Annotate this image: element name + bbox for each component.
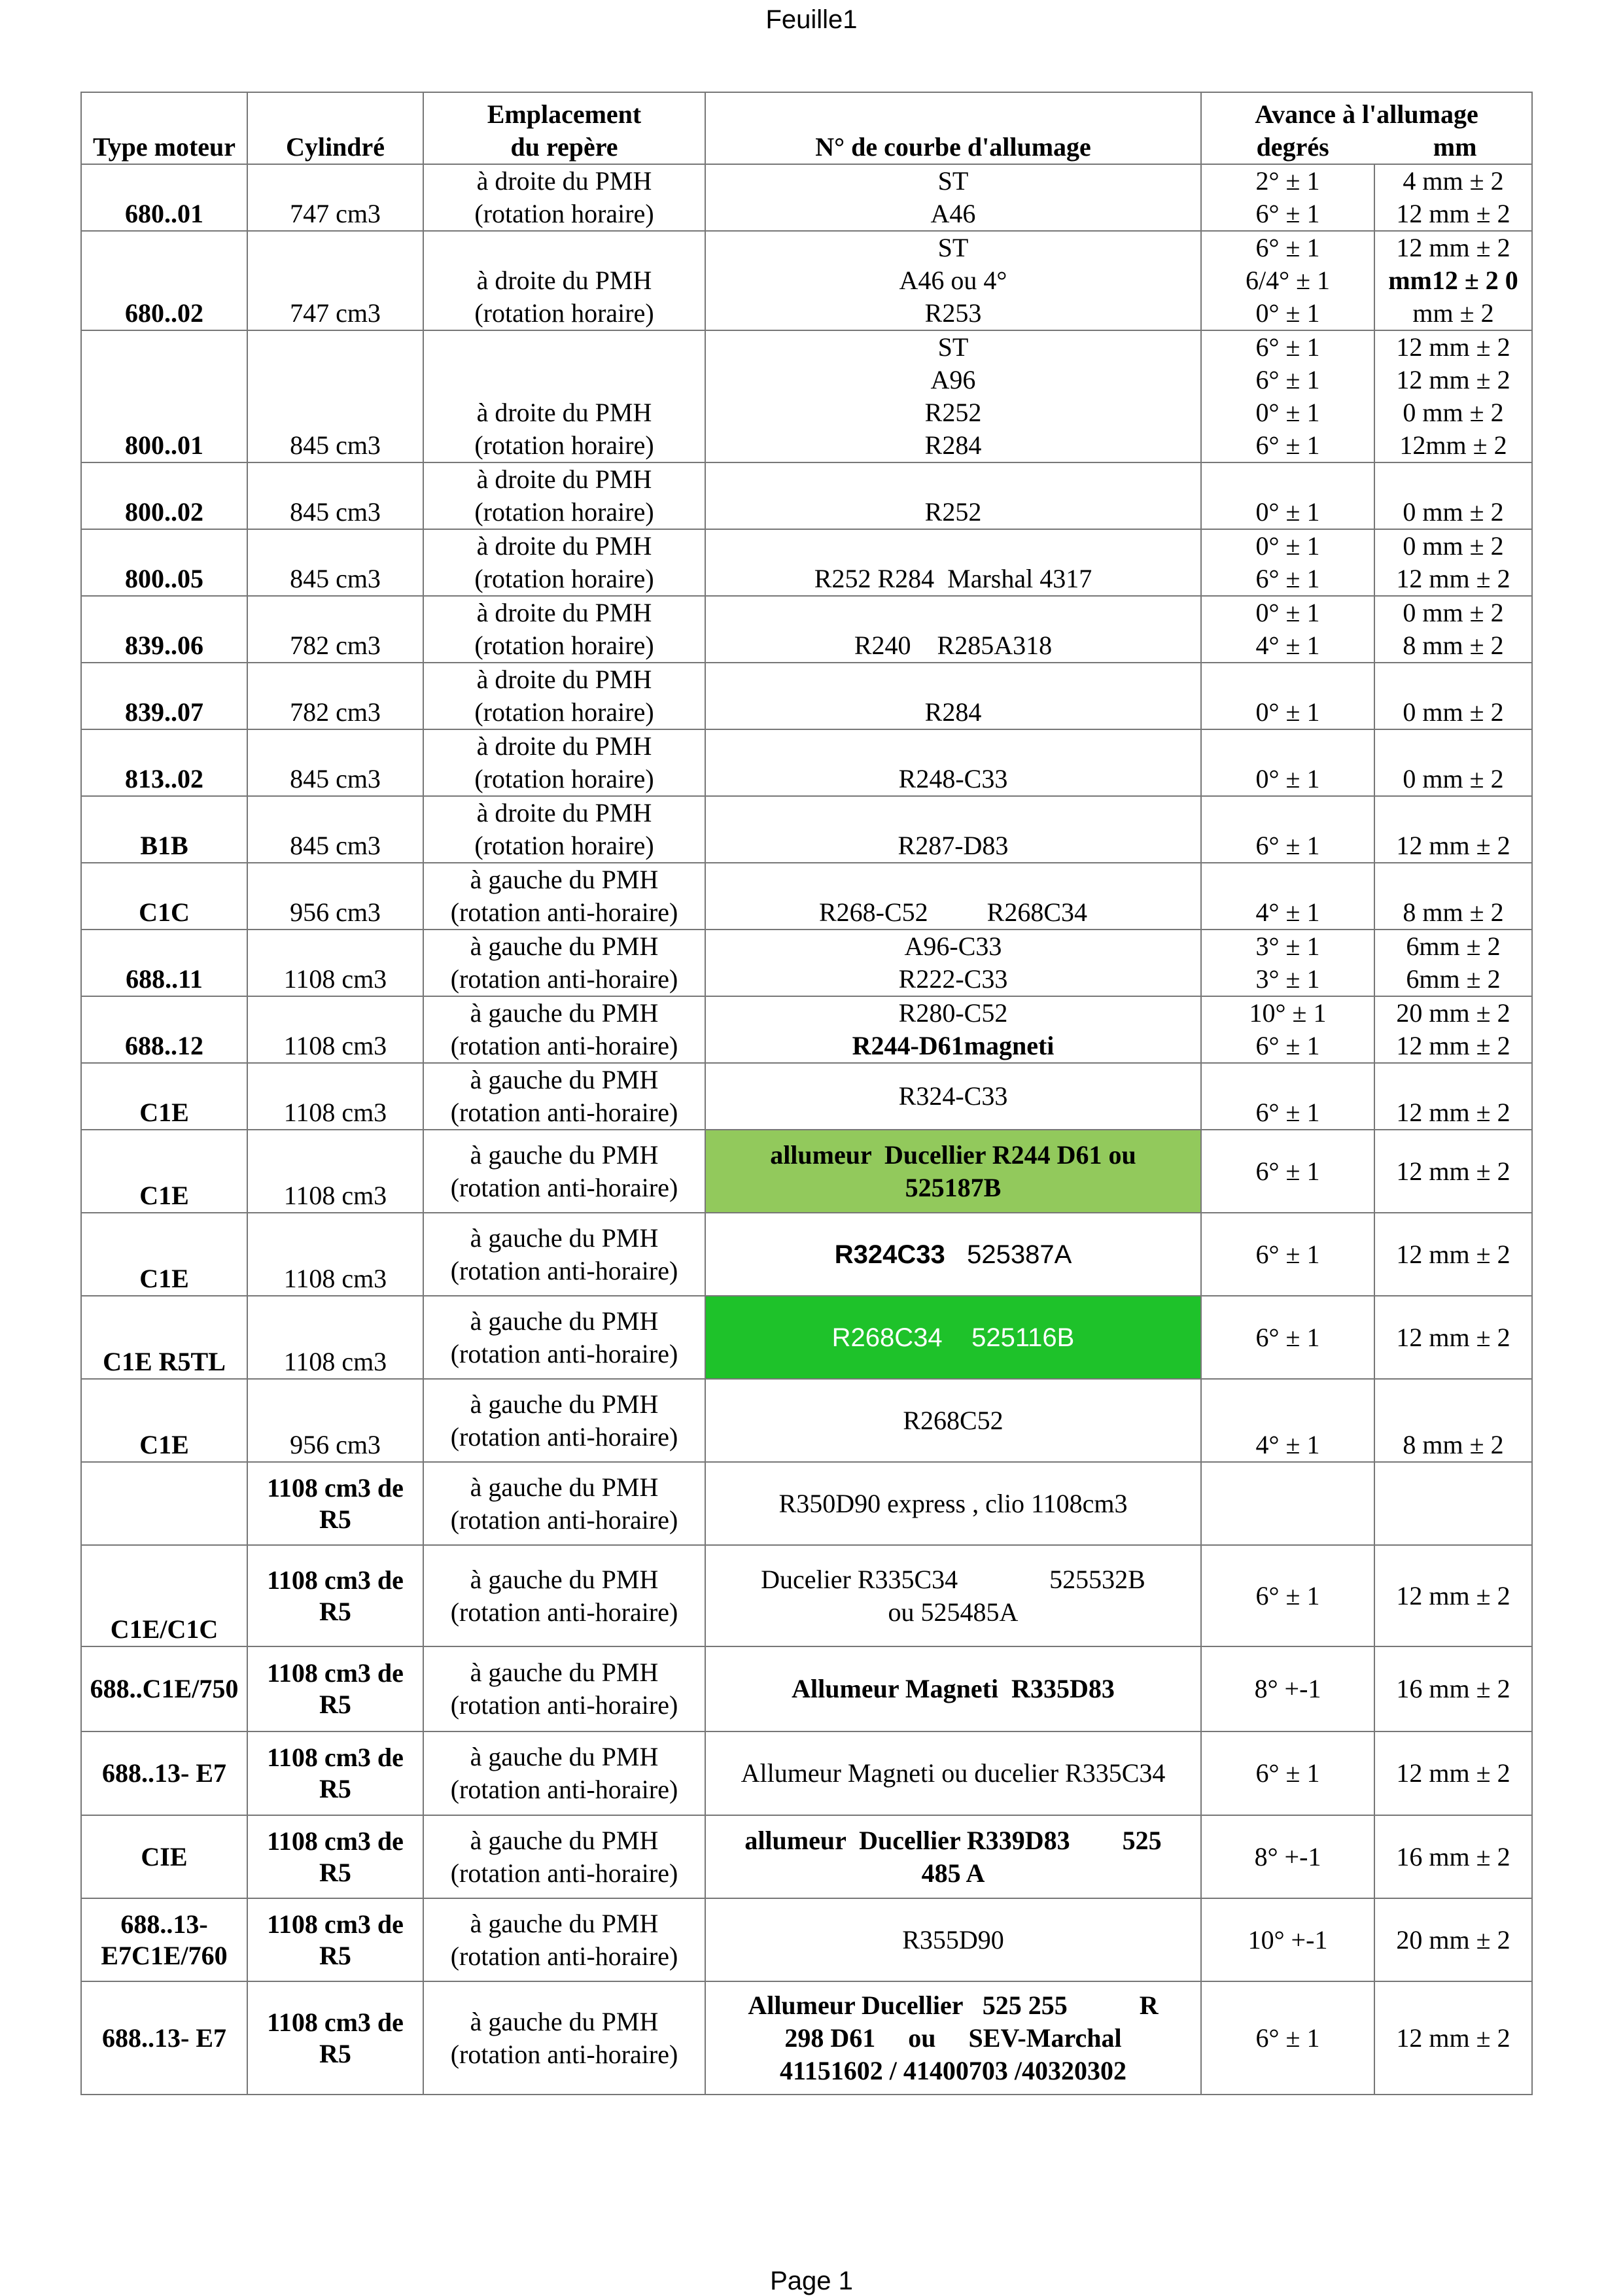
mm-cell: 0 mm ± 2 bbox=[1374, 462, 1532, 529]
type-cell: C1E bbox=[81, 1130, 247, 1213]
degres-cell: 8° +-1 bbox=[1201, 1815, 1374, 1898]
cylindre-cell: 1108 cm3 bbox=[247, 1213, 423, 1296]
table-row bbox=[81, 1130, 1532, 1213]
location-cell: à gauche du PMH (rotation anti-horaire) bbox=[423, 1545, 705, 1646]
location-cell: à gauche du PMH (rotation anti-horaire) bbox=[423, 1646, 705, 1731]
location-cell: à droite du PMH (rotation horaire) bbox=[423, 330, 705, 462]
cylindre-cell: 1108 cm3 de R5 bbox=[247, 1731, 423, 1815]
type-cell: C1E bbox=[81, 1213, 247, 1296]
curve-cell: Allumeur Magneti ou ducelier R335C34 bbox=[705, 1731, 1201, 1815]
degres-cell: 6° ± 1 6/4° ± 1 0° ± 1 bbox=[1201, 231, 1374, 330]
curve-cell-highlighted: allumeur Ducellier R244 D61 ou 525187B bbox=[705, 1130, 1201, 1213]
curve-cell: R268-C52 R268C34 bbox=[705, 863, 1201, 930]
location-cell: à gauche du PMH (rotation anti-horaire) bbox=[423, 1731, 705, 1815]
cylindre-cell: 747 cm3 bbox=[247, 164, 423, 231]
mm-cell: 0 mm ± 2 8 mm ± 2 bbox=[1374, 596, 1532, 663]
location-cell: à droite du PMH (rotation horaire) bbox=[423, 729, 705, 796]
cylindre-cell: 1108 cm3 bbox=[247, 1130, 423, 1213]
degres-cell: 6° ± 1 bbox=[1201, 1981, 1374, 2095]
location-cell: à gauche du PMH (rotation anti-horaire) bbox=[423, 1898, 705, 1981]
header-cylindre: Cylindré bbox=[247, 92, 423, 164]
degres-cell: 8° +-1 bbox=[1201, 1646, 1374, 1731]
degres-cell: 3° ± 1 3° ± 1 bbox=[1201, 930, 1374, 996]
type-cell: 680..01 bbox=[81, 164, 247, 231]
table-row bbox=[81, 1545, 1532, 1646]
page-header: Feuille1 bbox=[765, 5, 858, 34]
degres-cell: 6° ± 1 bbox=[1201, 1130, 1374, 1213]
mm-cell: 0 mm ± 2 bbox=[1374, 663, 1532, 729]
table-row bbox=[81, 529, 1532, 596]
location-cell: à gauche du PMH (rotation anti-horaire) bbox=[423, 1815, 705, 1898]
type-cell: B1B bbox=[81, 796, 247, 863]
header-curve: N° de courbe d'allumage bbox=[705, 92, 1201, 164]
degres-cell: 10° +-1 bbox=[1201, 1898, 1374, 1981]
type-cell: 688..C1E/750 bbox=[81, 1646, 247, 1731]
table-row bbox=[81, 231, 1532, 330]
table-row bbox=[81, 1379, 1532, 1462]
table-row bbox=[81, 930, 1532, 996]
mm-cell: 8 mm ± 2 bbox=[1374, 863, 1532, 930]
degres-cell: 0° ± 1 bbox=[1201, 462, 1374, 529]
cylindre-cell: 782 cm3 bbox=[247, 596, 423, 663]
degres-cell: 0° ± 1 bbox=[1201, 663, 1374, 729]
cylindre-cell: 1108 cm3 de R5 bbox=[247, 1462, 423, 1545]
cylindre-cell: 1108 cm3 bbox=[247, 1296, 423, 1379]
cylindre-cell: 845 cm3 bbox=[247, 796, 423, 863]
curve-cell: R252 R284 Marshal 4317 bbox=[705, 529, 1201, 596]
curve-cell: A96-C33 R222-C33 bbox=[705, 930, 1201, 996]
mm-cell: 12 mm ± 2 mm12 ± 2 0 mm ± 2 bbox=[1374, 231, 1532, 330]
degres-cell bbox=[1201, 1462, 1374, 1545]
degres-cell: 0° ± 1 4° ± 1 bbox=[1201, 596, 1374, 663]
curve-cell: ST A46 bbox=[705, 164, 1201, 231]
header-type: Type moteur bbox=[81, 92, 247, 164]
location-cell: à gauche du PMH (rotation anti-horaire) bbox=[423, 863, 705, 930]
type-cell: 800..05 bbox=[81, 529, 247, 596]
table-row bbox=[81, 1898, 1532, 1981]
mm-cell: 12 mm ± 2 bbox=[1374, 1731, 1532, 1815]
location-cell: à gauche du PMH (rotation anti-horaire) bbox=[423, 996, 705, 1063]
type-cell bbox=[81, 1462, 247, 1545]
type-cell: C1C bbox=[81, 863, 247, 930]
cylindre-cell: 845 cm3 bbox=[247, 529, 423, 596]
header-avance-title: Avance à l'allumage bbox=[1255, 99, 1478, 129]
cylindre-cell: 1108 cm3 de R5 bbox=[247, 1898, 423, 1981]
curve-cell: ST A46 ou 4° R253 bbox=[705, 231, 1201, 330]
type-cell: 680..02 bbox=[81, 231, 247, 330]
location-cell: à gauche du PMH (rotation anti-horaire) bbox=[423, 1981, 705, 2095]
type-cell: 688..11 bbox=[81, 930, 247, 996]
table-row bbox=[81, 1213, 1532, 1296]
type-cell: 688..13- E7 bbox=[81, 1731, 247, 1815]
type-cell: C1E bbox=[81, 1063, 247, 1130]
mm-cell: 12 mm ± 2 bbox=[1374, 796, 1532, 863]
mm-cell: 12 mm ± 2 bbox=[1374, 1296, 1532, 1379]
mm-cell: 12 mm ± 2 bbox=[1374, 1213, 1532, 1296]
curve-cell: Allumeur Magneti R335D83 bbox=[705, 1646, 1201, 1731]
cylindre-cell: 1108 cm3 de R5 bbox=[247, 1646, 423, 1731]
location-cell: à gauche du PMH (rotation anti-horaire) bbox=[423, 1063, 705, 1130]
cylindre-cell: 747 cm3 bbox=[247, 231, 423, 330]
degres-cell: 0° ± 1 6° ± 1 bbox=[1201, 529, 1374, 596]
location-cell: à gauche du PMH (rotation anti-horaire) bbox=[423, 930, 705, 996]
mm-cell bbox=[1374, 1462, 1532, 1545]
mm-cell: 8 mm ± 2 bbox=[1374, 1379, 1532, 1462]
mm-cell: 0 mm ± 2 bbox=[1374, 729, 1532, 796]
curve-cell: R355D90 bbox=[705, 1898, 1201, 1981]
cylindre-cell: 1108 cm3 bbox=[247, 1063, 423, 1130]
degres-cell: 4° ± 1 bbox=[1201, 1379, 1374, 1462]
table-row bbox=[81, 1296, 1532, 1379]
degres-cell: 6° ± 1 bbox=[1201, 1731, 1374, 1815]
header-row bbox=[81, 92, 1532, 164]
table-row bbox=[81, 1063, 1532, 1130]
table-row bbox=[81, 164, 1532, 231]
mm-cell: 12 mm ± 2 bbox=[1374, 1130, 1532, 1213]
curve-cell-highlighted: R268C34 525116B bbox=[705, 1296, 1201, 1379]
curve-cell: R350D90 express , clio 1108cm3 bbox=[705, 1462, 1201, 1545]
ignition-table bbox=[80, 92, 1533, 2095]
curve-cell: ST A96 R252 R284 bbox=[705, 330, 1201, 462]
location-cell: à gauche du PMH (rotation anti-horaire) bbox=[423, 1213, 705, 1296]
location-cell: à gauche du PMH (rotation anti-horaire) bbox=[423, 1379, 705, 1462]
type-cell: 839..07 bbox=[81, 663, 247, 729]
table-row bbox=[81, 330, 1532, 462]
degres-cell: 4° ± 1 bbox=[1201, 863, 1374, 930]
curve-cell: R287-D83 bbox=[705, 796, 1201, 863]
cylindre-cell: 845 cm3 bbox=[247, 330, 423, 462]
type-cell: CIE bbox=[81, 1815, 247, 1898]
degres-cell: 6° ± 1 bbox=[1201, 1213, 1374, 1296]
location-cell: à droite du PMH (rotation horaire) bbox=[423, 164, 705, 231]
mm-cell: 6mm ± 2 6mm ± 2 bbox=[1374, 930, 1532, 996]
curve-cell: Allumeur Ducellier 525 255 R 298 D61 ou SEV-Marchal 41151602 / 41400703 /40320302 bbox=[705, 1981, 1201, 2095]
curve-cell: R280-C52 R244-D61magneti bbox=[705, 996, 1201, 1063]
curve-cell: R324-C33 bbox=[705, 1063, 1201, 1130]
location-cell: à droite du PMH (rotation horaire) bbox=[423, 596, 705, 663]
mm-cell: 0 mm ± 2 12 mm ± 2 bbox=[1374, 529, 1532, 596]
type-cell: 813..02 bbox=[81, 729, 247, 796]
type-cell: C1E R5TL bbox=[81, 1296, 247, 1379]
type-cell: 688..12 bbox=[81, 996, 247, 1063]
degres-cell: 6° ± 1 bbox=[1201, 1063, 1374, 1130]
type-cell: 688..13- E7 bbox=[81, 1981, 247, 2095]
type-cell: 688..13- E7C1E/760 bbox=[81, 1898, 247, 1981]
mm-cell: 4 mm ± 2 12 mm ± 2 bbox=[1374, 164, 1532, 231]
mm-cell: 12 mm ± 2 12 mm ± 2 0 mm ± 2 12mm ± 2 bbox=[1374, 330, 1532, 462]
table-row bbox=[81, 663, 1532, 729]
degres-cell: 6° ± 1 bbox=[1201, 1296, 1374, 1379]
curve-cell: R324C33 525387A bbox=[705, 1213, 1201, 1296]
curve-cell: R240 R285A318 bbox=[705, 596, 1201, 663]
cylindre-cell: 782 cm3 bbox=[247, 663, 423, 729]
location-cell: à droite du PMH (rotation horaire) bbox=[423, 796, 705, 863]
degres-cell: 6° ± 1 bbox=[1201, 796, 1374, 863]
location-cell: à droite du PMH (rotation horaire) bbox=[423, 462, 705, 529]
location-cell: à gauche du PMH (rotation anti-horaire) bbox=[423, 1130, 705, 1213]
table-row bbox=[81, 729, 1532, 796]
degres-cell: 2° ± 1 6° ± 1 bbox=[1201, 164, 1374, 231]
header-avance bbox=[1201, 92, 1532, 164]
location-cell: à droite du PMH (rotation horaire) bbox=[423, 231, 705, 330]
cylindre-cell: 845 cm3 bbox=[247, 462, 423, 529]
cylindre-cell: 1108 cm3 de R5 bbox=[247, 1545, 423, 1646]
mm-cell: 12 mm ± 2 bbox=[1374, 1545, 1532, 1646]
type-cell: C1E/C1C bbox=[81, 1545, 247, 1646]
degres-cell: 6° ± 1 6° ± 1 0° ± 1 6° ± 1 bbox=[1201, 330, 1374, 462]
cylindre-cell: 1108 cm3 de R5 bbox=[247, 1981, 423, 2095]
mm-cell: 16 mm ± 2 bbox=[1374, 1815, 1532, 1898]
location-cell: à gauche du PMH (rotation anti-horaire) bbox=[423, 1296, 705, 1379]
type-cell: 839..06 bbox=[81, 596, 247, 663]
cylindre-cell: 1108 cm3 de R5 bbox=[247, 1815, 423, 1898]
type-cell: C1E bbox=[81, 1379, 247, 1462]
cylindre-cell: 1108 cm3 bbox=[247, 996, 423, 1063]
mm-cell: 12 mm ± 2 bbox=[1374, 1063, 1532, 1130]
cylindre-cell: 1108 cm3 bbox=[247, 930, 423, 996]
cylindre-cell: 956 cm3 bbox=[247, 863, 423, 930]
mm-cell: 16 mm ± 2 bbox=[1374, 1646, 1532, 1731]
curve-cell: allumeur Ducellier R339D83 525 485 A bbox=[705, 1815, 1201, 1898]
header-location: Emplacement du repère bbox=[423, 92, 705, 164]
mm-cell: 20 mm ± 2 12 mm ± 2 bbox=[1374, 996, 1532, 1063]
curve-cell: R268C52 bbox=[705, 1379, 1201, 1462]
header-mm: mm bbox=[1433, 132, 1477, 162]
table-row bbox=[81, 996, 1532, 1063]
type-cell: 800..01 bbox=[81, 330, 247, 462]
curve-cell: Ducelier R335C34 525532B ou 525485A bbox=[705, 1545, 1201, 1646]
cylindre-cell: 845 cm3 bbox=[247, 729, 423, 796]
table-row bbox=[81, 462, 1532, 529]
table-row bbox=[81, 1981, 1532, 2095]
curve-cell: R284 bbox=[705, 663, 1201, 729]
cylindre-cell: 956 cm3 bbox=[247, 1379, 423, 1462]
curve-cell: R252 bbox=[705, 462, 1201, 529]
location-cell: à droite du PMH (rotation horaire) bbox=[423, 529, 705, 596]
table-row bbox=[81, 796, 1532, 863]
location-cell: à droite du PMH (rotation horaire) bbox=[423, 663, 705, 729]
page-footer: Page 1 bbox=[770, 2267, 853, 2295]
degres-cell: 0° ± 1 bbox=[1201, 729, 1374, 796]
table-row bbox=[81, 596, 1532, 663]
curve-cell: R248-C33 bbox=[705, 729, 1201, 796]
table-row bbox=[81, 1731, 1532, 1815]
table-row bbox=[81, 1815, 1532, 1898]
table-row bbox=[81, 1646, 1532, 1731]
table-row bbox=[81, 1462, 1532, 1545]
degres-cell: 6° ± 1 bbox=[1201, 1545, 1374, 1646]
location-cell: à gauche du PMH (rotation anti-horaire) bbox=[423, 1462, 705, 1545]
table-row bbox=[81, 863, 1532, 930]
header-degres: degrés bbox=[1256, 132, 1329, 162]
mm-cell: 20 mm ± 2 bbox=[1374, 1898, 1532, 1981]
type-cell: 800..02 bbox=[81, 462, 247, 529]
degres-cell: 10° ± 1 6° ± 1 bbox=[1201, 996, 1374, 1063]
mm-cell: 12 mm ± 2 bbox=[1374, 1981, 1532, 2095]
